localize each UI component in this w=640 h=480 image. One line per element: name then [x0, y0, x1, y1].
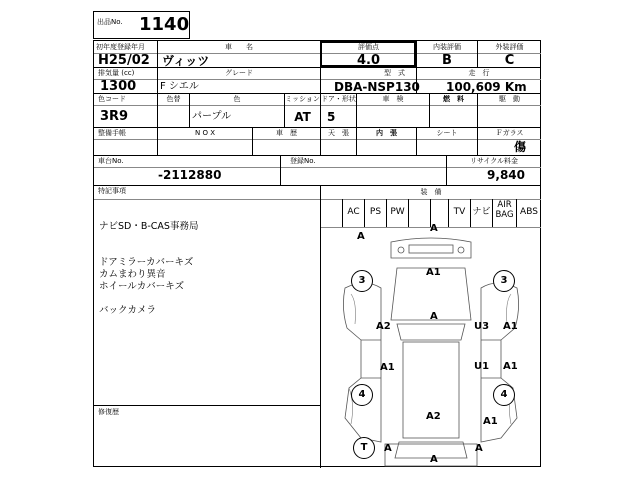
color-change-label: 色替: [166, 95, 181, 103]
fglass-label: Ｆガラス: [495, 129, 524, 137]
grade-label: グレード: [225, 69, 253, 77]
damage-front-left: A: [357, 231, 365, 242]
color-value: パープル: [192, 111, 232, 122]
equipment-airbag: AIR BAG: [495, 200, 514, 220]
damage-hood: A1: [426, 267, 441, 278]
damage-right-front-door-u: U3: [474, 321, 490, 332]
door-label: ドア・形状: [321, 95, 356, 103]
equipment-navi: ナビ: [472, 207, 491, 217]
fglass-value: 傷: [514, 140, 527, 154]
interior-trim-label: 内 張: [376, 129, 397, 137]
equipment-ac: AC: [347, 207, 360, 217]
damage-left-rear-fender: 4: [351, 384, 373, 406]
exterior-value: C: [504, 53, 515, 68]
color-code-value: 3R9: [100, 109, 129, 124]
score-label: 評価点: [358, 43, 379, 51]
car-diagram: [321, 228, 541, 467]
damage-rear-bottom: A: [430, 454, 438, 465]
damage-rear-bumper-right: A: [475, 443, 483, 454]
interior-label: 内装評価: [433, 43, 461, 51]
equipment-abs: ABS: [520, 207, 538, 217]
year-value: H25/02: [98, 53, 150, 68]
damage-right-front-fender: 3: [493, 270, 515, 292]
seat-label: シート: [436, 129, 458, 137]
damage-right-rear-door-u: U1: [474, 361, 490, 372]
equipment-tv: TV: [453, 207, 466, 217]
inspection-sheet: [93, 40, 541, 467]
damage-rear-bumper-left: A: [384, 443, 392, 454]
damage-trunk: A2: [426, 411, 441, 422]
note-line: ナビSD・B-CAS事務局: [99, 221, 199, 232]
damage-rear-right: A1: [483, 416, 498, 427]
manual-label: 整備手帳: [98, 129, 126, 137]
year-label: 初年度登録年月: [96, 43, 145, 51]
score-value: 4.0: [356, 53, 381, 68]
roof-label: 天 張: [328, 129, 349, 137]
damage-right-rear-fender: 4: [493, 384, 515, 406]
nox-label: N O X: [195, 129, 215, 137]
damage-front-top: A: [430, 223, 438, 234]
exterior-label: 外装評価: [495, 43, 524, 51]
mileage-value: 100,609 Km: [446, 80, 527, 94]
interior-value: B: [442, 53, 452, 68]
damage-left-front-fender: 3: [351, 270, 373, 292]
mission-value: AT: [294, 110, 311, 124]
history-label: 車 歴: [276, 129, 297, 137]
lot-label: 出品No.: [97, 18, 123, 26]
chassis-label: 車台No.: [98, 157, 124, 165]
color-code-label: 色コード: [98, 95, 126, 103]
model-value: DBA-NSP130: [334, 80, 420, 94]
note-line: バックカメラ: [99, 305, 157, 316]
lot-number: 1140: [139, 14, 190, 35]
lot-number-box: [93, 11, 190, 39]
name-value: ヴィッツ: [162, 54, 210, 68]
chassis-value: -2112880: [158, 168, 222, 182]
damage-tire: T: [353, 437, 375, 459]
fuel-label: 燃 料: [443, 95, 464, 103]
equipment-ps: PS: [369, 207, 382, 217]
damage-roof: A: [430, 311, 438, 322]
door-value: 5: [327, 110, 336, 124]
note-line: カムまわり異音: [99, 269, 166, 280]
damage-right-front-door-a: A1: [503, 321, 518, 332]
inspection-label: 車 検: [382, 95, 404, 103]
equipment-pw: PW: [390, 207, 405, 217]
model-label: 型 式: [384, 69, 405, 77]
recycle-value: 9,840: [487, 168, 525, 182]
displacement-value: 1300: [100, 79, 137, 94]
displacement-label: 排気量 (cc): [98, 69, 135, 77]
damage-left-rear-door: A1: [380, 362, 395, 373]
repair-history-label: 修復歴: [98, 408, 119, 416]
mission-label: ミッション: [285, 95, 320, 103]
equipment-label: 装 備: [420, 188, 442, 196]
drive-label: 駆 動: [499, 95, 520, 103]
name-label: 車 名: [225, 43, 253, 51]
damage-left-front-door: A2: [376, 321, 391, 332]
mileage-label: 走 行: [468, 69, 490, 77]
note-line: ホイールカバーキズ: [99, 281, 185, 292]
damage-right-rear-door-a: A1: [503, 361, 518, 372]
registration-label: 登録No.: [290, 157, 316, 165]
note-line: ドアミラーカバーキズ: [99, 257, 194, 268]
color-label: 色: [233, 95, 241, 103]
special-notes-label: 特記事項: [98, 187, 126, 195]
recycle-label: リサイクル料金: [469, 157, 519, 165]
grade-value: F シエル: [160, 81, 199, 92]
